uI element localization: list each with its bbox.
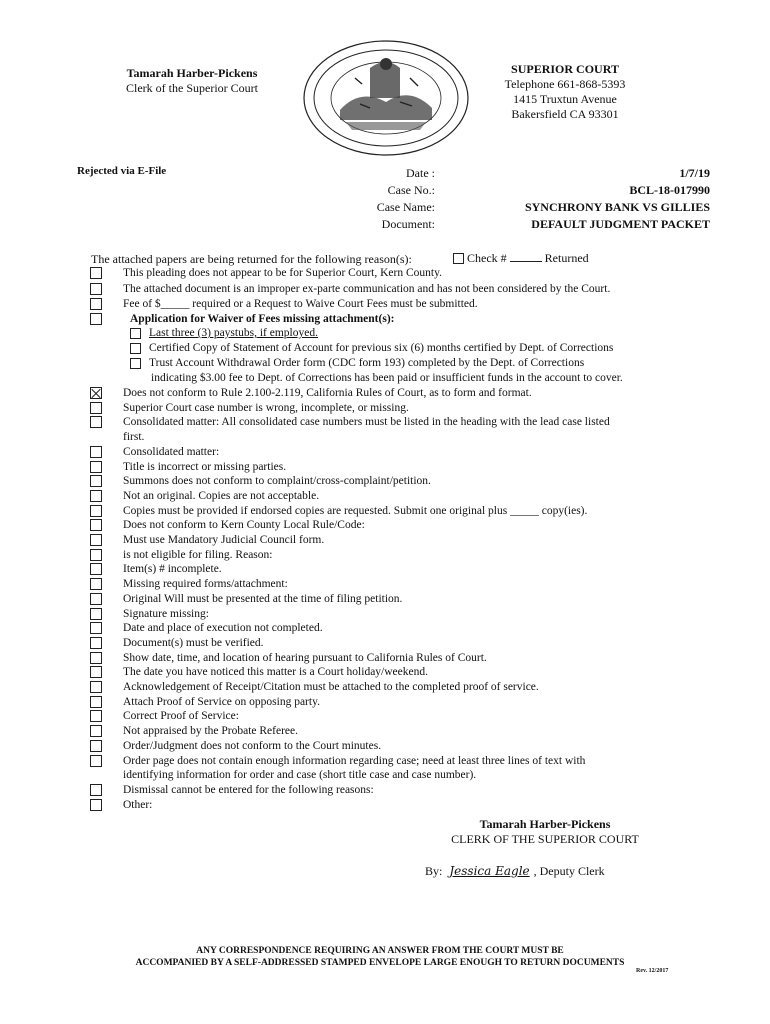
reason-text: Does not conform to Kern County Local Rule/Code: bbox=[123, 519, 365, 532]
reason-text: Not an original. Copies are not acceptable. bbox=[123, 489, 320, 502]
case-no-label: Case No.: bbox=[387, 183, 435, 197]
reason-checkbox[interactable] bbox=[90, 593, 102, 605]
reason-text: The date you have noticed this matter is a Court holiday/weekend. bbox=[123, 666, 428, 679]
document-label: Document: bbox=[381, 217, 435, 231]
reason-text: first. bbox=[123, 431, 145, 444]
date-label: Date : bbox=[406, 166, 435, 180]
reason-text: Signature missing: bbox=[123, 607, 209, 620]
reason-checkbox[interactable] bbox=[90, 283, 102, 295]
reason-checkbox[interactable] bbox=[90, 563, 102, 575]
reason-text: Original Will must be presented at the time of filing petition. bbox=[123, 592, 403, 605]
reason-checkbox[interactable] bbox=[90, 637, 102, 649]
reason-checkbox[interactable] bbox=[90, 298, 102, 310]
reason-text: Consolidated matter: All consolidated case numbers must be listed in the heading with the lead case listed bbox=[123, 416, 610, 429]
case-name-value: SYNCHRONY BANK VS GILLIES bbox=[524, 200, 710, 214]
case-name-label: Case Name: bbox=[376, 200, 435, 214]
signer-signature: Jessica Eagle bbox=[449, 864, 530, 878]
reason-checkbox[interactable] bbox=[90, 387, 102, 399]
reason-text: Missing required forms/attachment: bbox=[123, 578, 288, 591]
reason-checkbox[interactable] bbox=[90, 402, 102, 414]
document-value: DEFAULT JUDGMENT PACKET bbox=[531, 217, 710, 231]
reason-text: Date and place of execution not completed. bbox=[123, 622, 323, 635]
reason-text: Summons does not conform to complaint/cross-complaint/petition. bbox=[123, 475, 431, 488]
waiver-sub-checkbox[interactable] bbox=[130, 343, 141, 354]
reason-checkbox[interactable] bbox=[90, 490, 102, 502]
reason-checkbox[interactable] bbox=[90, 446, 102, 458]
reason-text: Title is incorrect or missing parties. bbox=[123, 460, 287, 473]
reason-checkbox[interactable] bbox=[90, 461, 102, 473]
court-seal-icon bbox=[300, 38, 472, 158]
reason-checkbox[interactable] bbox=[90, 475, 102, 487]
by-line bbox=[425, 864, 605, 879]
court-address-2: Bakersfield CA 93301 bbox=[511, 107, 619, 121]
reason-text: Application for Waiver of Fees missing attachment(s): bbox=[130, 313, 395, 325]
reason-text: Correct Proof of Service: bbox=[123, 710, 239, 723]
check-number-blank bbox=[510, 251, 542, 262]
reason-text: Show date, time, and location of hearing pursuant to California Rules of Court. bbox=[123, 651, 487, 664]
date-value: 1/7/19 bbox=[679, 166, 710, 180]
reason-text: Order page does not contain enough information regarding case; need at least three lines of text with bbox=[123, 754, 586, 767]
reason-checkbox[interactable] bbox=[90, 622, 102, 634]
reason-checkbox[interactable] bbox=[90, 799, 102, 811]
footer-notice bbox=[100, 945, 660, 969]
waiver-sub-checkbox[interactable] bbox=[130, 328, 141, 339]
reason-checkbox[interactable] bbox=[90, 710, 102, 722]
waiver-sub-checkbox[interactable] bbox=[130, 358, 141, 369]
reason-checkbox[interactable] bbox=[90, 652, 102, 664]
reason-checkbox[interactable] bbox=[90, 666, 102, 678]
reason-text: Dismissal cannot be entered for the following reasons: bbox=[123, 783, 374, 796]
reason-checkbox[interactable] bbox=[90, 696, 102, 708]
check-label: Check # bbox=[467, 251, 507, 265]
by-label: By: bbox=[425, 864, 443, 878]
reason-text: is not eligible for filing. Reason: bbox=[123, 548, 273, 561]
reason-checkbox[interactable] bbox=[90, 755, 102, 767]
signature-title: CLERK OF THE SUPERIOR COURT bbox=[451, 832, 639, 846]
reason-text: This pleading does not appear to be for Superior Court, Kern County. bbox=[123, 267, 442, 279]
reason-text: Does not conform to Rule 2.100-2.119, California Rules of Court, as to form and format. bbox=[123, 387, 532, 399]
reason-text: Order/Judgment does not conform to the Court minutes. bbox=[123, 739, 382, 752]
footer-line-2: ACCOMPANIED BY A SELF-ADDRESSED STAMPED ENVELOPE LARGE ENOUGH TO RETURN DOCUMENTS bbox=[135, 958, 625, 968]
reason-text: Fee of $_____ required or a Request to Waive Court Fees must be submitted. bbox=[123, 298, 478, 310]
clerk-title: Clerk of the Superior Court bbox=[126, 81, 258, 95]
reason-text: Other: bbox=[123, 798, 153, 811]
waiver-sub-text: Certified Copy of Statement of Account for previous six (6) months certified by Dept. of Corrections bbox=[149, 342, 614, 354]
reason-checkbox[interactable] bbox=[90, 725, 102, 737]
reason-text: identifying information for order and case (short title case and case number). bbox=[123, 769, 477, 782]
reason-text: Not appraised by the Probate Referee. bbox=[123, 725, 298, 738]
reason-text: Copies must be provided if endorsed copies are requested. Submit one original plus _____ copy(ies). bbox=[123, 504, 588, 517]
signature-name: Tamarah Harber-Pickens bbox=[479, 817, 611, 831]
court-block bbox=[490, 62, 640, 122]
reason-checkbox[interactable] bbox=[90, 267, 102, 279]
reason-text: Consolidated matter: bbox=[123, 445, 220, 458]
reason-checkbox[interactable] bbox=[90, 740, 102, 752]
reason-text: Document(s) must be verified. bbox=[123, 636, 264, 649]
signer-role: , Deputy Clerk bbox=[533, 864, 605, 878]
rejection-status: Rejected via E-File bbox=[77, 165, 167, 177]
reason-text: The attached document is an improper ex-parte communication and has not been considered by the Court. bbox=[123, 283, 611, 295]
waiver-sub-text: indicating $3.00 fee to Dept. of Corrections has been paid or insufficient funds in the account to cover. bbox=[151, 372, 623, 384]
reason-text: Acknowledgement of Receipt/Citation must be attached to the completed proof of service. bbox=[123, 681, 539, 693]
clerk-block bbox=[92, 66, 292, 96]
waiver-sub-text: Last three (3) paystubs, if employed. bbox=[149, 327, 318, 339]
waiver-sub-text: Trust Account Withdrawal Order form (CDC form 193) completed by the Dept. of Corrections bbox=[149, 357, 585, 369]
reason-checkbox[interactable] bbox=[90, 681, 102, 693]
reason-text: Must use Mandatory Judicial Council form. bbox=[123, 534, 325, 546]
court-address-1: 1415 Truxtun Avenue bbox=[513, 92, 617, 106]
reason-checkbox[interactable] bbox=[90, 519, 102, 531]
reason-checkbox[interactable] bbox=[90, 416, 102, 428]
reason-text: Attach Proof of Service on opposing party. bbox=[123, 695, 320, 708]
revision-label: Rev. 12/2017 bbox=[636, 968, 669, 974]
reason-text: Superior Court case number is wrong, incomplete, or missing. bbox=[123, 401, 409, 414]
reason-checkbox[interactable] bbox=[90, 578, 102, 590]
signature-block bbox=[430, 817, 660, 847]
reason-checkbox[interactable] bbox=[90, 549, 102, 561]
check-returned bbox=[453, 251, 589, 266]
reason-checkbox[interactable] bbox=[90, 534, 102, 546]
clerk-name: Tamarah Harber-Pickens bbox=[126, 66, 258, 80]
meta-values bbox=[470, 165, 710, 233]
reason-checkbox[interactable] bbox=[90, 784, 102, 796]
reason-text: Item(s) # incomplete. bbox=[123, 563, 222, 576]
meta-labels bbox=[360, 165, 435, 233]
court-phone: Telephone 661-868-5393 bbox=[504, 77, 626, 91]
court-name: SUPERIOR COURT bbox=[511, 62, 619, 76]
check-returned-label: Returned bbox=[544, 251, 589, 265]
case-no-value: BCL-18-017990 bbox=[629, 183, 710, 197]
footer-line-1: ANY CORRESPONDENCE REQUIRING AN ANSWER FROM THE COURT MUST BE bbox=[196, 946, 564, 956]
reason-checkbox[interactable] bbox=[90, 608, 102, 620]
intro-text: The attached papers are being returned for the following reason(s): bbox=[91, 252, 412, 266]
check-returned-checkbox[interactable] bbox=[453, 253, 464, 264]
reason-checkbox[interactable] bbox=[90, 505, 102, 517]
reason-checkbox[interactable] bbox=[90, 313, 102, 325]
